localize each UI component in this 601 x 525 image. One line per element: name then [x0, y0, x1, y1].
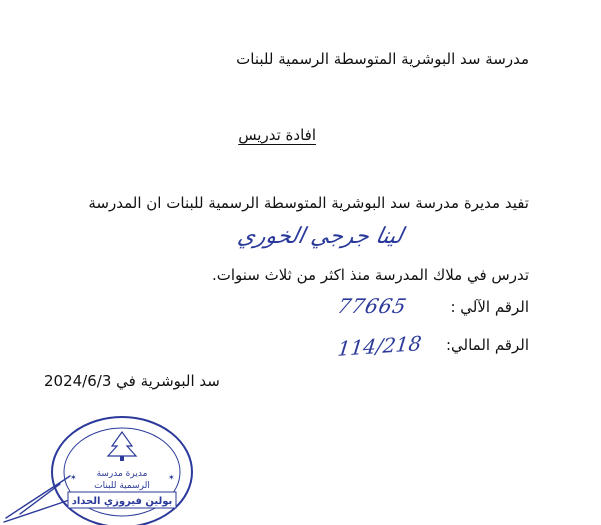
school-stamp-with-signature — [0, 410, 230, 525]
stamp-star-left-icon: ✶ — [70, 473, 77, 482]
document-title: افادة تدريس — [238, 126, 316, 144]
handwritten-teacher-name: لينا جرجي الخوري — [235, 224, 406, 249]
body-text-line-1: تفيد مديرة مدرسة سد البوشرية المتوسطة الرسمية للبنات ان المدرسة — [88, 194, 529, 212]
stamp-star-right-icon: ✶ — [168, 473, 175, 482]
stamp-line-2: الرسمية للبنات — [94, 481, 150, 491]
body-text-line-2: تدرس في ملاك المدرسة منذ اكثر من ثلاث سنوات. — [211, 266, 529, 284]
stamp-line-3: بولين فيروزي الحداد — [71, 496, 173, 507]
auto-number-value: 77665 — [335, 294, 410, 318]
place-and-date: سد البوشرية في 2024/6/3 — [44, 372, 220, 390]
financial-number-label: الرقم المالي: — [445, 336, 529, 354]
stamp-line-1: مديرة مدرسة — [96, 469, 148, 479]
financial-number-value: 114/218 — [336, 331, 423, 361]
school-name: مدرسة سد البوشرية المتوسطة الرسمية للبنات — [236, 50, 529, 68]
auto-number-label: الرقم الآلي : — [450, 298, 529, 316]
